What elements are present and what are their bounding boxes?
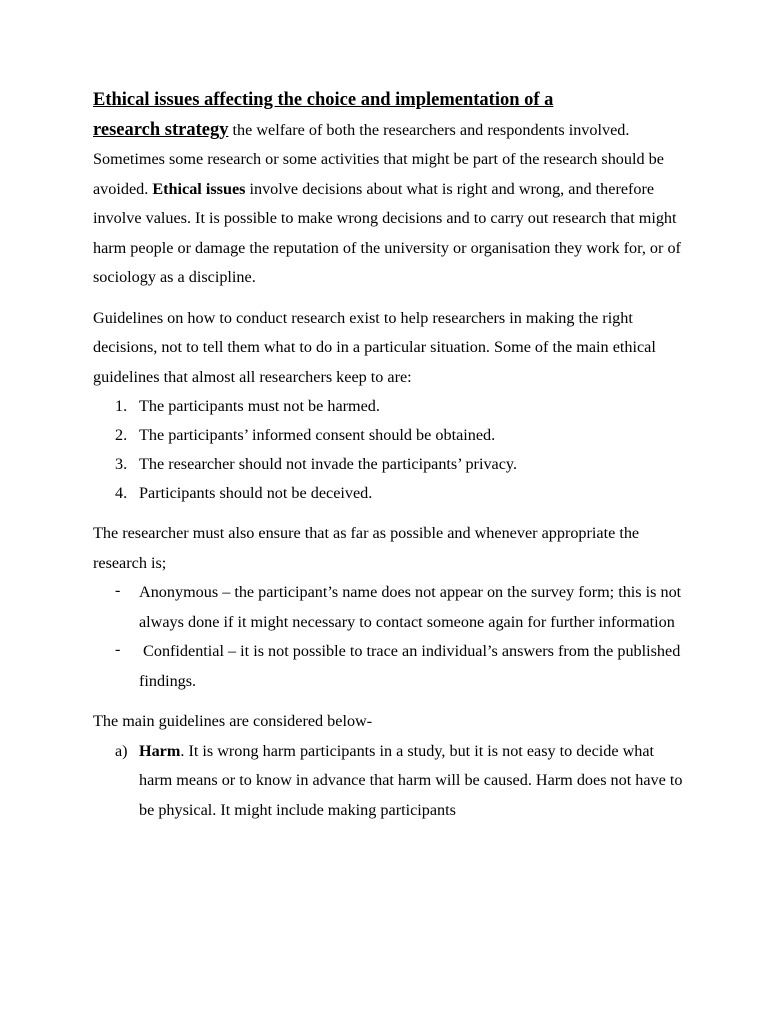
anonymity-list <box>93 578 683 696</box>
list-item <box>93 737 683 826</box>
list-letter: a) <box>115 741 128 760</box>
list-item <box>93 450 683 479</box>
list-item <box>93 578 683 637</box>
numbered-guidelines-list <box>93 392 683 508</box>
list-item-text: Confidential – it is not possible to trace an individual’s answers from the published findings. <box>139 642 685 690</box>
list-number: 2. <box>115 426 128 444</box>
ethical-issues-term: Ethical issues <box>152 179 246 198</box>
ensure-paragraph: The researcher must also ensure that as far as possible and whenever appropriate the research is; <box>93 524 640 572</box>
harm-term: Harm <box>139 741 181 760</box>
list-item <box>93 637 683 696</box>
list-item <box>93 421 683 450</box>
list-item-text: Participants should not be deceived. <box>139 484 373 502</box>
list-number: 4. <box>115 484 128 502</box>
list-item-text: Anonymous – the participant’s name does not appear on the survey form; this is not always done if it might necessary to contact someone again for further information <box>139 583 682 631</box>
main-guidelines-paragraph: The main guidelines are considered below- <box>93 712 373 730</box>
guidelines-paragraph: Guidelines on how to conduct research exist to help researchers in making the right decisions, not to tell them what to do in a particular situation. Some of the main ethical guidelines that almost all researchers keep to are: <box>93 308 656 386</box>
dash-bullet: - <box>115 640 121 658</box>
intro-text-1: the welfare of both the researchers and respondents involved. Sometimes some research or some activities that might be part of the research should be avoided. <box>93 120 664 198</box>
main-guidelines-list <box>93 737 683 826</box>
intro-paragraph <box>93 86 683 293</box>
section-heading-line1: Ethical issues affecting the choice and implementation of a <box>93 90 554 110</box>
dash-bullet: - <box>115 581 121 599</box>
list-item-text: The participants’ informed consent should be obtained. <box>139 426 496 444</box>
list-number: 3. <box>115 455 128 473</box>
list-item-text: . It is wrong harm participants in a study, but it is not easy to decide what harm means or to know in advance that harm will be caused. Harm does not have to be physical. It might include making participants <box>139 741 683 819</box>
section-heading-line2: research strategy <box>93 119 229 140</box>
list-item-text: The researcher should not invade the participants’ privacy. <box>139 455 518 473</box>
list-item-text: The participants must not be harmed. <box>139 397 380 415</box>
list-item <box>93 479 683 508</box>
list-item <box>93 392 683 421</box>
list-number: 1. <box>115 397 128 415</box>
document-page <box>93 86 683 825</box>
intro-text-2: involve decisions about what is right and wrong, and therefore involve values. It is possible to make wrong decisions and to carry out research that might harm people or damage the reputation of the university or organisation they work for, or of sociology as a discipline. <box>93 179 681 286</box>
